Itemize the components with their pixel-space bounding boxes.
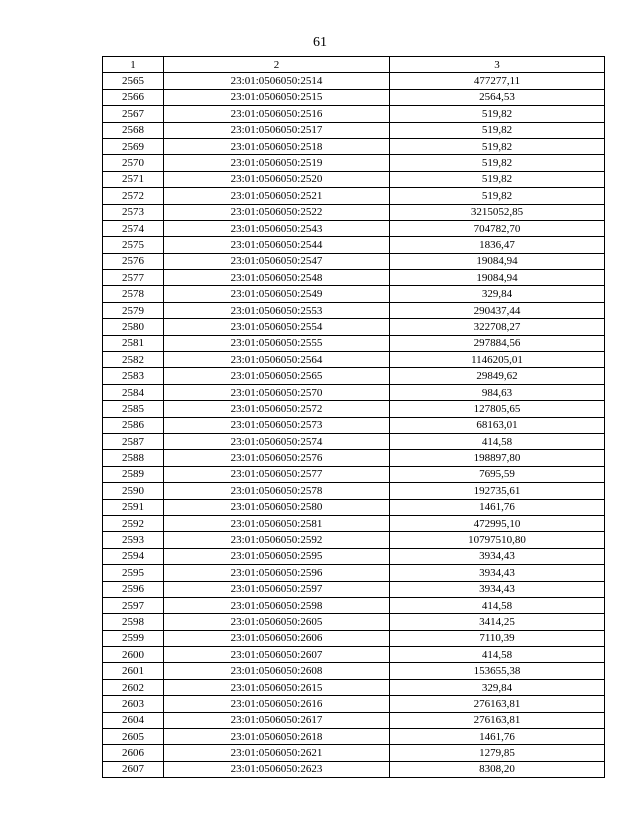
cell-value: 329,84 — [390, 679, 605, 695]
cell-cadastral-number: 23:01:0506050:2572 — [164, 401, 390, 417]
table-row — [103, 679, 605, 695]
cell-cadastral-number: 23:01:0506050:2548 — [164, 270, 390, 286]
cell-row-number: 2565 — [103, 73, 164, 89]
cell-value: 1461,76 — [390, 729, 605, 745]
table-row — [103, 352, 605, 368]
cell-value: 1836,47 — [390, 237, 605, 253]
table-row — [103, 614, 605, 630]
cell-value: 329,84 — [390, 286, 605, 302]
cell-row-number: 2592 — [103, 515, 164, 531]
cell-row-number: 2607 — [103, 761, 164, 777]
cell-row-number: 2600 — [103, 647, 164, 663]
table-row — [103, 565, 605, 581]
cell-cadastral-number: 23:01:0506050:2608 — [164, 663, 390, 679]
table-row — [103, 270, 605, 286]
cell-row-number: 2571 — [103, 171, 164, 187]
cell-row-number: 2590 — [103, 483, 164, 499]
cell-row-number: 2585 — [103, 401, 164, 417]
table-row — [103, 237, 605, 253]
cell-row-number: 2569 — [103, 138, 164, 154]
table-row — [103, 384, 605, 400]
cell-cadastral-number: 23:01:0506050:2598 — [164, 597, 390, 613]
cell-cadastral-number: 23:01:0506050:2595 — [164, 548, 390, 564]
cell-row-number: 2605 — [103, 729, 164, 745]
table-row — [103, 761, 605, 777]
cell-cadastral-number: 23:01:0506050:2617 — [164, 712, 390, 728]
cell-row-number: 2580 — [103, 319, 164, 335]
table-row — [103, 106, 605, 122]
cell-cadastral-number: 23:01:0506050:2597 — [164, 581, 390, 597]
table-row — [103, 515, 605, 531]
table-row — [103, 368, 605, 384]
table-row — [103, 581, 605, 597]
cell-row-number: 2583 — [103, 368, 164, 384]
cell-row-number: 2579 — [103, 302, 164, 318]
column-header-cadastral-number: 2 — [164, 57, 390, 73]
column-header-number: 1 — [103, 57, 164, 73]
table-body — [103, 73, 605, 778]
cell-cadastral-number: 23:01:0506050:2554 — [164, 319, 390, 335]
table-row — [103, 466, 605, 482]
cell-cadastral-number: 23:01:0506050:2592 — [164, 532, 390, 548]
table-row — [103, 548, 605, 564]
cell-cadastral-number: 23:01:0506050:2615 — [164, 679, 390, 695]
cell-cadastral-number: 23:01:0506050:2518 — [164, 138, 390, 154]
cell-cadastral-number: 23:01:0506050:2565 — [164, 368, 390, 384]
cell-cadastral-number: 23:01:0506050:2616 — [164, 696, 390, 712]
cell-row-number: 2606 — [103, 745, 164, 761]
table-row — [103, 89, 605, 105]
cell-cadastral-number: 23:01:0506050:2621 — [164, 745, 390, 761]
cell-row-number: 2602 — [103, 679, 164, 695]
cell-value: 414,58 — [390, 647, 605, 663]
cell-row-number: 2573 — [103, 204, 164, 220]
cell-cadastral-number: 23:01:0506050:2514 — [164, 73, 390, 89]
cell-value: 1461,76 — [390, 499, 605, 515]
page-number: 61 — [313, 35, 327, 50]
cell-row-number: 2567 — [103, 106, 164, 122]
cell-cadastral-number: 23:01:0506050:2623 — [164, 761, 390, 777]
cell-row-number: 2570 — [103, 155, 164, 171]
cell-cadastral-number: 23:01:0506050:2573 — [164, 417, 390, 433]
cell-cadastral-number: 23:01:0506050:2607 — [164, 647, 390, 663]
cell-cadastral-number: 23:01:0506050:2522 — [164, 204, 390, 220]
cell-cadastral-number: 23:01:0506050:2574 — [164, 433, 390, 449]
cell-row-number: 2599 — [103, 630, 164, 646]
cell-cadastral-number: 23:01:0506050:2578 — [164, 483, 390, 499]
table-row — [103, 302, 605, 318]
cell-cadastral-number: 23:01:0506050:2516 — [164, 106, 390, 122]
cell-value: 127805,65 — [390, 401, 605, 417]
cell-row-number: 2597 — [103, 597, 164, 613]
cell-value: 1146205,01 — [390, 352, 605, 368]
cell-cadastral-number: 23:01:0506050:2547 — [164, 253, 390, 269]
table-row — [103, 630, 605, 646]
cell-cadastral-number: 23:01:0506050:2521 — [164, 188, 390, 204]
cell-row-number: 2598 — [103, 614, 164, 630]
cell-value: 290437,44 — [390, 302, 605, 318]
table-row — [103, 696, 605, 712]
cell-value: 68163,01 — [390, 417, 605, 433]
table-row — [103, 319, 605, 335]
cell-row-number: 2568 — [103, 122, 164, 138]
table-row — [103, 401, 605, 417]
table-row — [103, 499, 605, 515]
cell-value: 297884,56 — [390, 335, 605, 351]
cell-row-number: 2604 — [103, 712, 164, 728]
table-row — [103, 122, 605, 138]
cell-row-number: 2587 — [103, 433, 164, 449]
cell-row-number: 2589 — [103, 466, 164, 482]
table-row — [103, 532, 605, 548]
table-row — [103, 417, 605, 433]
cell-cadastral-number: 23:01:0506050:2577 — [164, 466, 390, 482]
column-header-value: 3 — [390, 57, 605, 73]
cell-value: 472995,10 — [390, 515, 605, 531]
cell-value: 153655,38 — [390, 663, 605, 679]
cell-value: 414,58 — [390, 597, 605, 613]
cell-cadastral-number: 23:01:0506050:2543 — [164, 220, 390, 236]
cell-cadastral-number: 23:01:0506050:2555 — [164, 335, 390, 351]
cell-row-number: 2591 — [103, 499, 164, 515]
cell-cadastral-number: 23:01:0506050:2564 — [164, 352, 390, 368]
cell-value: 8308,20 — [390, 761, 605, 777]
cell-row-number: 2588 — [103, 450, 164, 466]
cell-value: 2564,53 — [390, 89, 605, 105]
cell-value: 3215052,85 — [390, 204, 605, 220]
cell-value: 519,82 — [390, 171, 605, 187]
cell-row-number: 2566 — [103, 89, 164, 105]
table-row — [103, 745, 605, 761]
cell-cadastral-number: 23:01:0506050:2606 — [164, 630, 390, 646]
table-row — [103, 663, 605, 679]
table-row — [103, 712, 605, 728]
table-row — [103, 138, 605, 154]
table-row — [103, 483, 605, 499]
table-row — [103, 729, 605, 745]
cell-row-number: 2582 — [103, 352, 164, 368]
cell-value: 3414,25 — [390, 614, 605, 630]
cell-value: 1279,85 — [390, 745, 605, 761]
cell-value: 19084,94 — [390, 270, 605, 286]
table-row — [103, 204, 605, 220]
cell-value: 3934,43 — [390, 581, 605, 597]
cell-value: 704782,70 — [390, 220, 605, 236]
table-row — [103, 597, 605, 613]
table-row — [103, 647, 605, 663]
table-row — [103, 450, 605, 466]
cell-row-number: 2594 — [103, 548, 164, 564]
cell-row-number: 2577 — [103, 270, 164, 286]
cell-cadastral-number: 23:01:0506050:2596 — [164, 565, 390, 581]
cell-row-number: 2578 — [103, 286, 164, 302]
cell-row-number: 2586 — [103, 417, 164, 433]
table-row — [103, 155, 605, 171]
cell-value: 519,82 — [390, 122, 605, 138]
cell-value: 276163,81 — [390, 712, 605, 728]
cell-row-number: 2593 — [103, 532, 164, 548]
cell-value: 29849,62 — [390, 368, 605, 384]
cell-value: 414,58 — [390, 433, 605, 449]
cell-row-number: 2575 — [103, 237, 164, 253]
cell-row-number: 2574 — [103, 220, 164, 236]
cell-cadastral-number: 23:01:0506050:2544 — [164, 237, 390, 253]
cell-cadastral-number: 23:01:0506050:2553 — [164, 302, 390, 318]
cell-value: 19084,94 — [390, 253, 605, 269]
cell-value: 276163,81 — [390, 696, 605, 712]
table-row — [103, 253, 605, 269]
cell-row-number: 2576 — [103, 253, 164, 269]
table-row — [103, 220, 605, 236]
cell-value: 7695,59 — [390, 466, 605, 482]
cell-row-number: 2595 — [103, 565, 164, 581]
header-row — [103, 57, 605, 73]
cell-value: 477277,11 — [390, 73, 605, 89]
cell-cadastral-number: 23:01:0506050:2576 — [164, 450, 390, 466]
table-row — [103, 286, 605, 302]
cell-value: 519,82 — [390, 188, 605, 204]
cell-cadastral-number: 23:01:0506050:2515 — [164, 89, 390, 105]
cell-row-number: 2572 — [103, 188, 164, 204]
cell-value: 3934,43 — [390, 565, 605, 581]
cell-cadastral-number: 23:01:0506050:2581 — [164, 515, 390, 531]
cell-value: 3934,43 — [390, 548, 605, 564]
cell-cadastral-number: 23:01:0506050:2519 — [164, 155, 390, 171]
cell-row-number: 2584 — [103, 384, 164, 400]
table-row — [103, 73, 605, 89]
table-row — [103, 171, 605, 187]
cell-value: 322708,27 — [390, 319, 605, 335]
cell-value: 984,63 — [390, 384, 605, 400]
table-row — [103, 433, 605, 449]
cell-value: 192735,61 — [390, 483, 605, 499]
cell-cadastral-number: 23:01:0506050:2605 — [164, 614, 390, 630]
cell-row-number: 2601 — [103, 663, 164, 679]
cell-value: 7110,39 — [390, 630, 605, 646]
table-header — [103, 57, 605, 73]
cell-value: 519,82 — [390, 106, 605, 122]
cell-value: 519,82 — [390, 138, 605, 154]
cell-cadastral-number: 23:01:0506050:2517 — [164, 122, 390, 138]
cell-cadastral-number: 23:01:0506050:2580 — [164, 499, 390, 515]
table-row — [103, 335, 605, 351]
cell-value: 519,82 — [390, 155, 605, 171]
cadastral-value-table — [102, 56, 605, 778]
cell-cadastral-number: 23:01:0506050:2618 — [164, 729, 390, 745]
cell-row-number: 2581 — [103, 335, 164, 351]
cell-row-number: 2603 — [103, 696, 164, 712]
table-row — [103, 188, 605, 204]
cell-cadastral-number: 23:01:0506050:2549 — [164, 286, 390, 302]
cell-value: 10797510,80 — [390, 532, 605, 548]
cell-value: 198897,80 — [390, 450, 605, 466]
cell-cadastral-number: 23:01:0506050:2570 — [164, 384, 390, 400]
cell-cadastral-number: 23:01:0506050:2520 — [164, 171, 390, 187]
cell-row-number: 2596 — [103, 581, 164, 597]
